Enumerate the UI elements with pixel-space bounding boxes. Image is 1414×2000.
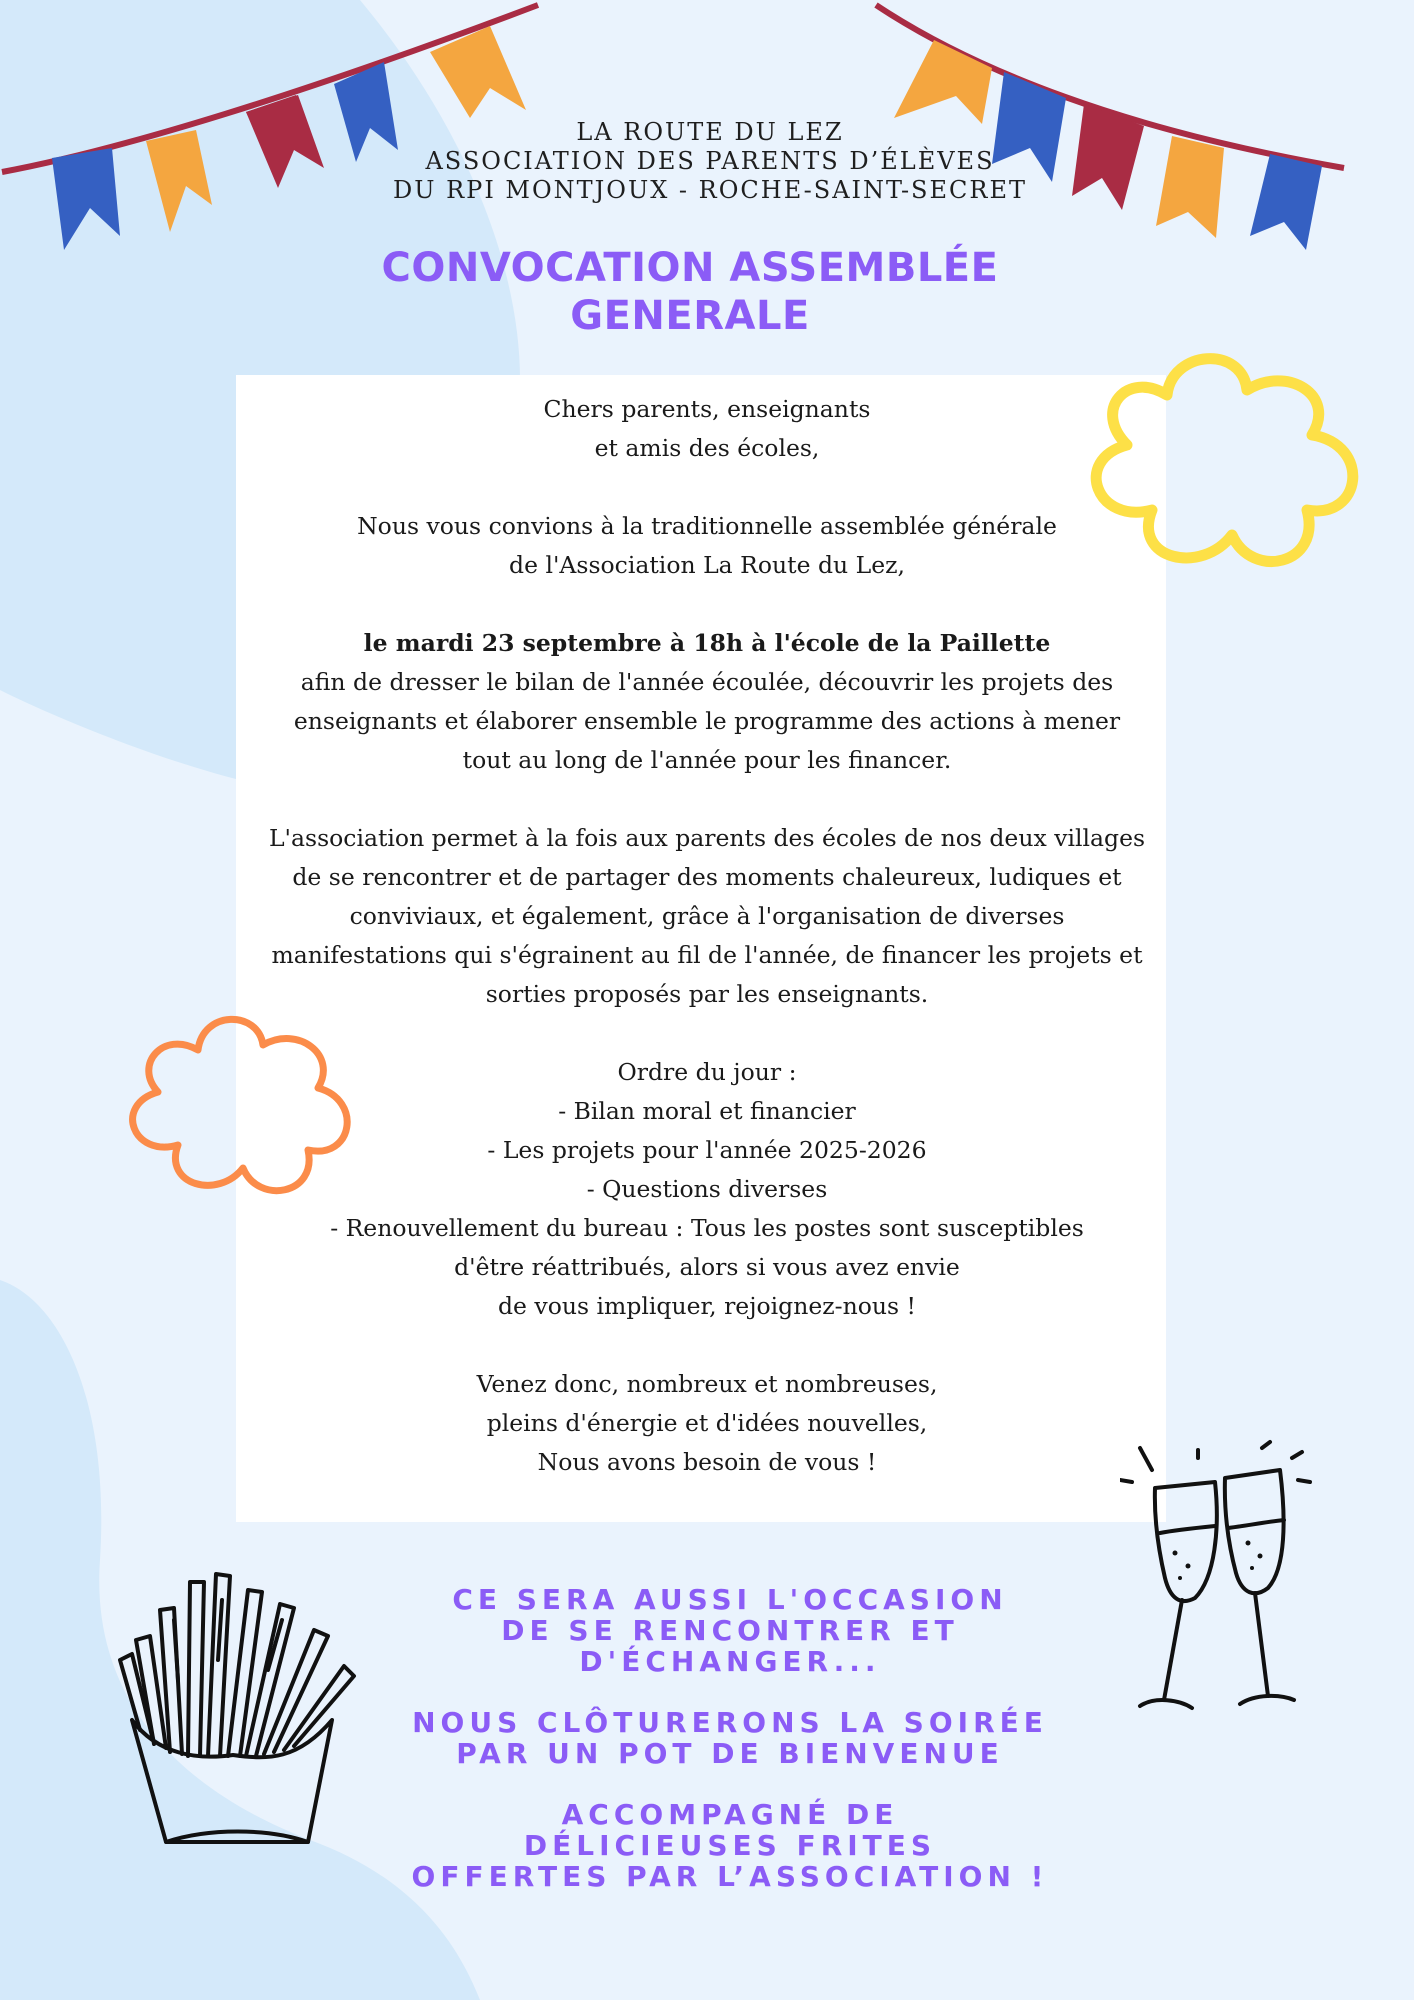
footer-line: DE SE RENCONTRER ET — [501, 1614, 959, 1647]
footer-line: OFFERTES PAR L’ASSOCIATION ! — [411, 1860, 1049, 1893]
invite-line-2: de l'Association La Route du Lez, — [509, 551, 905, 579]
agenda-item: - Questions diverses — [586, 1175, 828, 1203]
agenda-item: - Bilan moral et financier — [558, 1097, 856, 1125]
association-line-5: sorties proposés par les enseignants. — [485, 980, 929, 1008]
association-schools: DU RPI MONTJOUX - ROCHE-SAINT-SECRET — [393, 176, 1027, 204]
footer-line: CE SERA AUSSI L'OCCASION — [452, 1583, 1008, 1616]
purpose-line-2: enseignants et élaborer ensemble le programme des actions à mener — [293, 707, 1121, 735]
letter-body — [236, 390, 1178, 1482]
page-title — [280, 244, 1100, 340]
closing-line-3: Nous avons besoin de vous ! — [537, 1448, 877, 1476]
meeting-date: le mardi 23 septembre à 18h à l'école de la Paillette — [363, 629, 1051, 657]
title-line-1: CONVOCATION ASSEMBLÉE — [381, 245, 999, 291]
footer-line: DÉLICIEUSES FRITES — [523, 1829, 937, 1862]
purpose-line-1: afin de dresser le bilan de l'année écoulée, découvrir les projets des — [300, 668, 1114, 696]
agenda-item-continued: d'être réattribués, alors si vous avez envie — [454, 1253, 960, 1281]
association-line-2: de se rencontrer et de partager des moments chaleureux, ludiques et — [292, 863, 1122, 891]
agenda-item: - Renouvellement du bureau : Tous les postes sont susceptibles — [330, 1214, 1084, 1242]
purpose-line-3: tout au long de l'année pour les financer. — [462, 746, 952, 774]
agenda-title: Ordre du jour : — [617, 1058, 797, 1086]
greeting-line-2: et amis des écoles, — [594, 434, 820, 462]
association-line-1: L'association permet à la fois aux parents des écoles de nos deux villages — [268, 824, 1146, 852]
footer-line: D'ÉCHANGER... — [579, 1645, 881, 1678]
closing-line-1: Venez donc, nombreux et nombreuses, — [476, 1370, 938, 1398]
footer-line: ACCOMPAGNÉ DE — [561, 1798, 899, 1831]
association-line-3: conviviaux, et également, grâce à l'organisation de diverses — [349, 902, 1065, 930]
invite-line-1: Nous vous convions à la traditionnelle assemblée générale — [357, 512, 1057, 540]
agenda-item: - Les projets pour l'année 2025-2026 — [487, 1136, 927, 1164]
association-header — [300, 118, 1120, 205]
fries-icon — [118, 1560, 358, 1860]
title-line-2: GENERALE — [570, 293, 810, 339]
closing-line-2: pleins d'énergie et d'idées nouvelles, — [486, 1409, 928, 1437]
agenda-item-continued: de vous impliquer, rejoignez-nous ! — [498, 1292, 916, 1320]
greeting-line-1: Chers parents, enseignants — [543, 395, 871, 423]
footer-line: NOUS CLÔTURERONS LA SOIRÉE — [412, 1706, 1048, 1739]
association-line-4: manifestations qui s'égrainent au fil de l'année, de financer les projets et — [271, 941, 1143, 969]
footer-line: PAR UN POT DE BIENVENUE — [456, 1737, 1004, 1770]
champagne-glasses-icon — [1120, 1438, 1340, 1738]
association-subtitle: ASSOCIATION DES PARENTS D’ÉLÈVES — [425, 147, 995, 175]
footer-message — [380, 1584, 1080, 1892]
association-name: LA ROUTE DU LEZ — [576, 118, 844, 146]
